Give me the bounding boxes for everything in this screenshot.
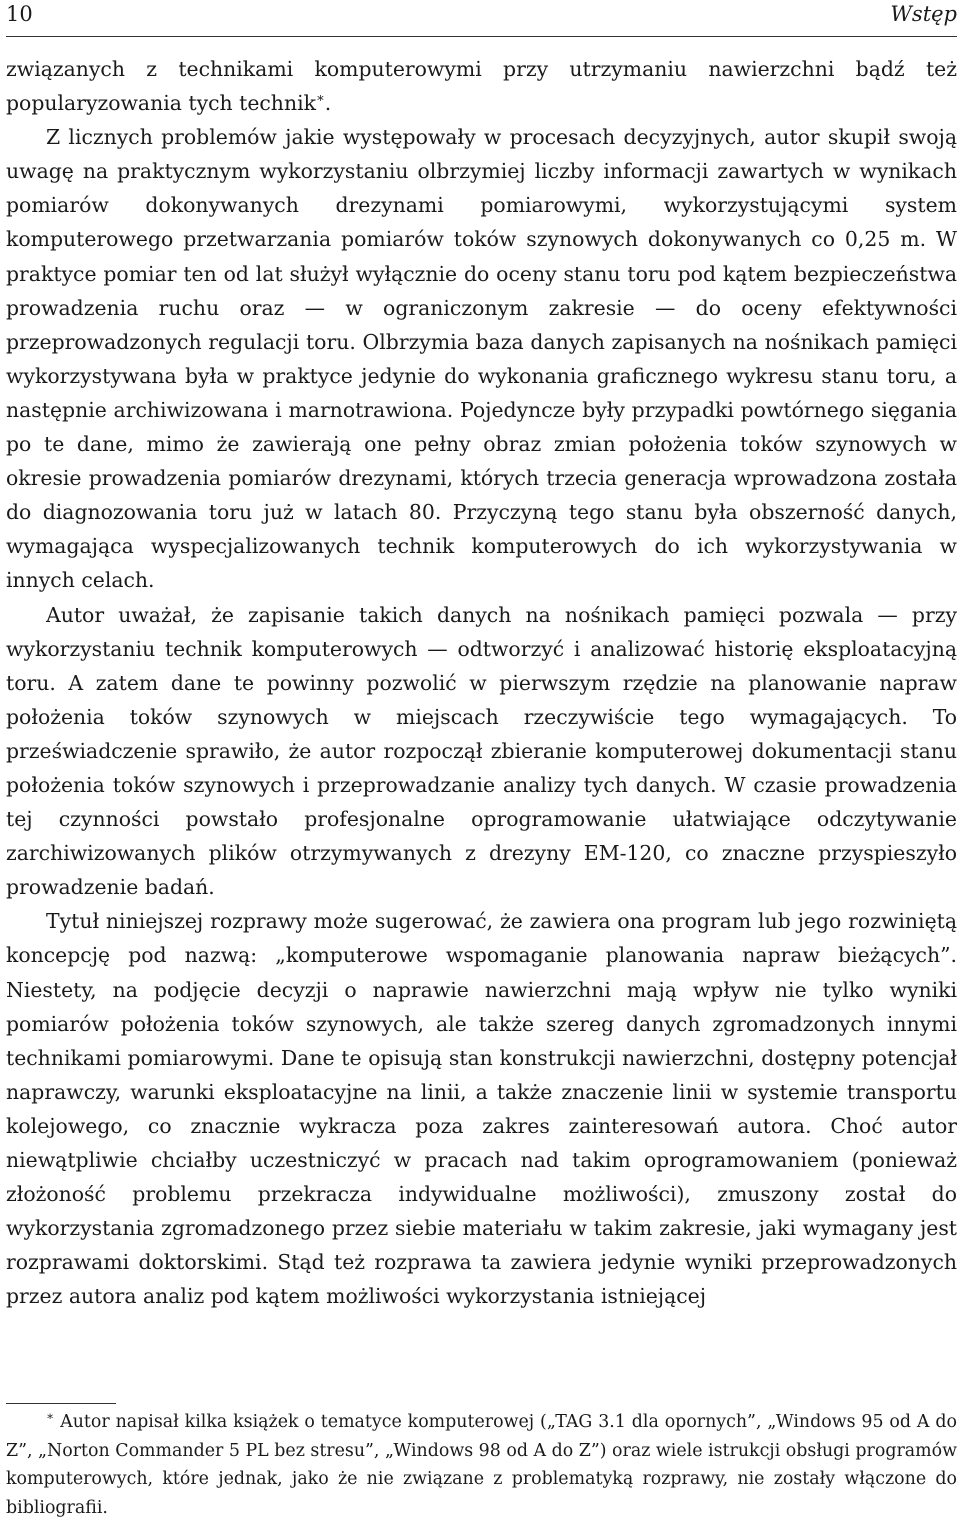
footnote: [6, 1408, 957, 1522]
paragraph-4: Tytuł niniejszej rozprawy może sugerować, że zawiera ona program lub jego rozwiniętą koncepcję pod nazwą: „komputerowe wspomaganie planowania napraw bieżących”. Niestety, na podjęcie decyzji o naprawie nawierzchni mają wpływ nie tylko wyniki pomiarów położenia toków szynowych, ale także szereg danych zgromadzonych innymi technikami pomiarowymi. Dane te opisują stan konstrukcji nawierzchni, dostępny potencjał naprawczy, warunki eksploatacyjne na linii, a także znaczenie linii w systemie transportu kolejowego, co znacznie wykracza poza zakres zainteresowań autora. Choć autor niewątpliwie chciałby uczestniczyć w pracach nad takim oprogramowaniem (ponieważ złożoność problemu przekracza indywidualne możliwości), zmuszony został do wykorzystania zgromadzonego przez siebie materiału w takim zakresie, jaki wymagany jest rozprawami doktorskimi. Stąd też rozprawa ta zawiera jedynie wyniki przeprowadzonych przez autora analiz pod kątem możliwości wykorzystania istniejącej: [6, 909, 957, 1309]
running-title: Wstęp: [890, 2, 957, 26]
footnote-marker: ∗: [46, 1409, 55, 1424]
footnote-text: Autor napisał kilka książek o tematyce komputerowej („TAG 3.1 dla opornych”, „Windows 95 od A do Z”, „Norton Commander 5 PL bez stresu”, „Windows 98 od A do Z”) oraz wiele istrukcji obsługi programów komputerowych, które jednak, jako że nie związane z problematyką rozprawy, nie zostały włączone do bibliografii.: [6, 1412, 957, 1518]
body-text: [6, 52, 957, 1313]
page-header: [6, 2, 957, 32]
footnote-rule: [6, 1403, 116, 1404]
paragraph-1: [6, 52, 957, 120]
paragraph-2: Z licznych problemów jakie występowały w procesach decyzyjnych, autor skupił swoją uwagę na praktycznym wykorzystaniu olbrzymiej liczby informacji zawartych w wynikach pomiarów dokonywanych drezynami pomiarowymi, wykorzystującymi system komputerowego przetwarzania pomiarów toków szynowych dokonywanych co 0,25 m. W praktyce pomiar ten od lat służył wyłącznie do oceny stanu toru pod kątem bezpieczeństwa prowadzenia ruchu oraz — w ograniczonym zakresie — do oceny efektywności przeprowadzonych regulacji toru. Olbrzymia baza danych zapisanych na nośnikach pamięci wykorzystywana była w praktyce jedynie do wykonania graficznego wykresu stanu toru, a następnie archiwizowana i marnotrawiona. Pojedyncze były przypadki powtórnego sięgania po te dane, mimo że zawierają one pełny obraz zmian położenia toków szynowych w okresie prowadzenia pomiarów drezynami, których trzecia generacja wprowadzona została do diagnozowania toru już w latach 80. Przyczyną tego stanu była obszerność danych, wymagająca wyspecjalizowanych technik komputerowych do ich wykorzystywania w innych celach.: [6, 125, 957, 593]
page-number: 10: [6, 2, 33, 26]
paragraph-1-end: .: [324, 91, 332, 116]
paragraph-3: Autor uważał, że zapisanie takich danych na nośnikach pamięci pozwala — przy wykorzystaniu technik komputerowych — odtworzyć i analizować historię eksploatacyjną toru. A zatem dane te powinny pozwolić w pierwszym rzędzie na planowanie napraw położenia toków szynowych w miejscach rzeczywiście tego wymagających. To przeświadczenie sprawiło, że autor rozpoczął zbieranie komputerowej dokumentacji stanu położenia toków szynowych i przeprowadzanie analizy tych danych. W czasie prowadzenia tej czynności powstało profesjonalne oprogramowanie ułatwiające odczytywanie zarchiwizowanych plików otrzymywanych z drezyny EM-120, co znaczne przyspieszyło prowadzenie badań.: [6, 602, 957, 900]
header-rule: [6, 36, 957, 37]
paragraph-1-text: związanych z technikami komputerowymi przy utrzymaniu nawierzchni bądź też popularyzowania tych technik: [6, 57, 957, 116]
footnote-reference: ∗: [315, 91, 325, 107]
